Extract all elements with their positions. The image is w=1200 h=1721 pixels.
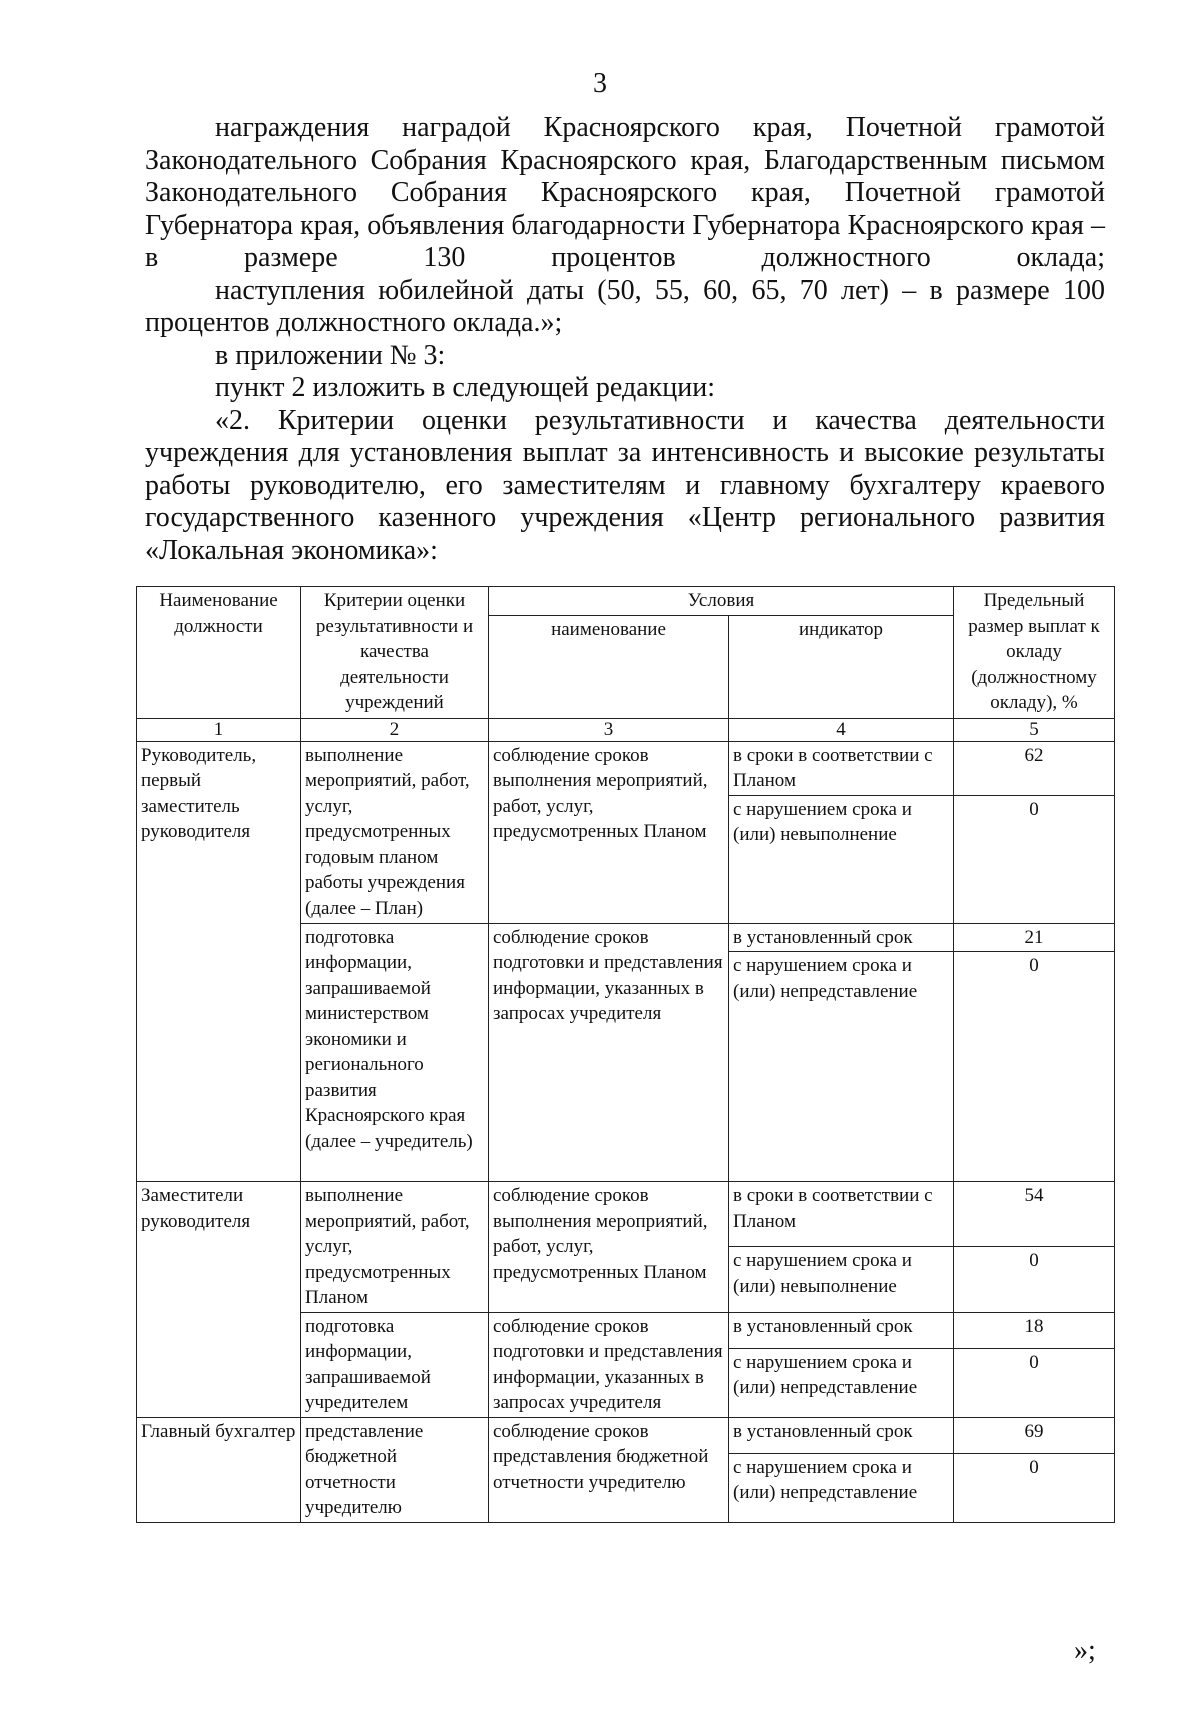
column-numbers-row	[137, 718, 1115, 741]
header-max-payment: Предельный размер выплат к окладу (должностному окладу), %	[954, 587, 1115, 719]
value-cell: 0	[954, 1348, 1115, 1417]
header-criteria: Критерии оценки результативности и качества деятельности учреждений	[301, 587, 489, 719]
condition-cell: соблюдение сроков выполнения мероприятий, работ, услуг, предусмотренных Планом	[489, 1182, 729, 1313]
value-cell: 54	[954, 1182, 1115, 1247]
column-number: 2	[301, 718, 489, 741]
value-cell: 69	[954, 1417, 1115, 1453]
criterion-cell: выполнение мероприятий, работ, услуг, предусмотренных годовым планом работы учреждения (далее – План)	[301, 741, 489, 923]
paragraph: в приложении № 3:	[215, 339, 446, 371]
position-cell: Заместители руководителя	[137, 1182, 301, 1418]
table-row	[137, 1417, 1115, 1453]
condition-cell: соблюдение сроков выполнения мероприятий, работ, услуг, предусмотренных Планом	[489, 741, 729, 923]
table-row	[137, 741, 1115, 795]
indicator-cell: с нарушением срока и (или) невыполнение	[729, 795, 954, 923]
closing-quote: »;	[1074, 1635, 1096, 1666]
criterion-cell: представление бюджетной отчетности учредителю	[301, 1417, 489, 1522]
position-cell: Руководитель, первый заместитель руководителя	[137, 741, 301, 1182]
table-header-row	[137, 587, 1115, 616]
condition-cell: соблюдение сроков подготовки и представления информации, указанных в запросах учредителя	[489, 1312, 729, 1417]
paragraph: награждения наградой Красноярского края, Почетной грамотой Законодательного Собрания Красноярского края, Благодарственным письмом Законодательного Собрания Красноярского края, Почетной грамотой Губернатора края, объявления благодарности Губернатора Красноярского края – в размере 130 процентов должностного оклада;	[145, 112, 1105, 273]
criterion-cell: подготовка информации, запрашиваемой учредителем	[301, 1312, 489, 1417]
criteria-table	[136, 586, 1115, 1523]
value-cell: 62	[954, 741, 1115, 795]
column-number: 3	[489, 718, 729, 741]
condition-cell: соблюдение сроков подготовки и представления информации, указанных в запросах учредителя	[489, 923, 729, 1182]
paragraph: пункт 2 изложить в следующей редакции:	[215, 372, 715, 403]
indicator-cell: в установленный срок	[729, 1312, 954, 1348]
header-position: Наименование должности	[137, 587, 301, 719]
value-cell: 21	[954, 923, 1115, 952]
indicator-cell: с нарушением срока и (или) непредставление	[729, 1348, 954, 1417]
indicator-cell: в установленный срок	[729, 1417, 954, 1453]
column-number: 4	[729, 718, 954, 741]
header-conditions: Условия	[489, 587, 954, 616]
indicator-cell: с нарушением срока и (или) непредставление	[729, 952, 954, 1182]
table-row	[137, 1182, 1115, 1247]
value-cell: 0	[954, 795, 1115, 923]
value-cell: 18	[954, 1312, 1115, 1348]
header-condition-name: наименование	[489, 615, 729, 718]
criterion-cell: подготовка информации, запрашиваемой министерством экономики и регионального развития Красноярского края (далее – учредитель)	[301, 923, 489, 1182]
criterion-cell: выполнение мероприятий, работ, услуг, предусмотренных Планом	[301, 1182, 489, 1313]
value-cell: 0	[954, 1247, 1115, 1312]
indicator-cell: с нарушением срока и (или) невыполнение	[729, 1247, 954, 1312]
position-cell: Главный бухгалтер	[137, 1417, 301, 1522]
indicator-cell: в сроки в соответствии с Планом	[729, 1182, 954, 1247]
column-number: 1	[137, 718, 301, 741]
indicator-cell: в сроки в соответствии с Планом	[729, 741, 954, 795]
body-text	[145, 112, 1105, 567]
column-number: 5	[954, 718, 1115, 741]
condition-cell: соблюдение сроков представления бюджетной отчетности учредителю	[489, 1417, 729, 1522]
paragraph: «2. Критерии оценки результативности и качества деятельности учреждения для установления выплат за интенсивность и высокие результаты работы руководителю, его заместителям и главному бухгалтеру краевого государственного казенного учреждения «Центр регионального развития «Локальная экономика»:	[145, 404, 1105, 566]
indicator-cell: в установленный срок	[729, 923, 954, 952]
value-cell: 0	[954, 1453, 1115, 1522]
indicator-cell: с нарушением срока и (или) непредставление	[729, 1453, 954, 1522]
header-condition-indicator: индикатор	[729, 615, 954, 718]
page-number: 3	[593, 68, 607, 99]
paragraph: наступления юбилейной даты (50, 55, 60, 65, 70 лет) – в размере 100 процентов должностного оклада.»;	[145, 274, 1105, 338]
value-cell: 0	[954, 952, 1115, 1182]
